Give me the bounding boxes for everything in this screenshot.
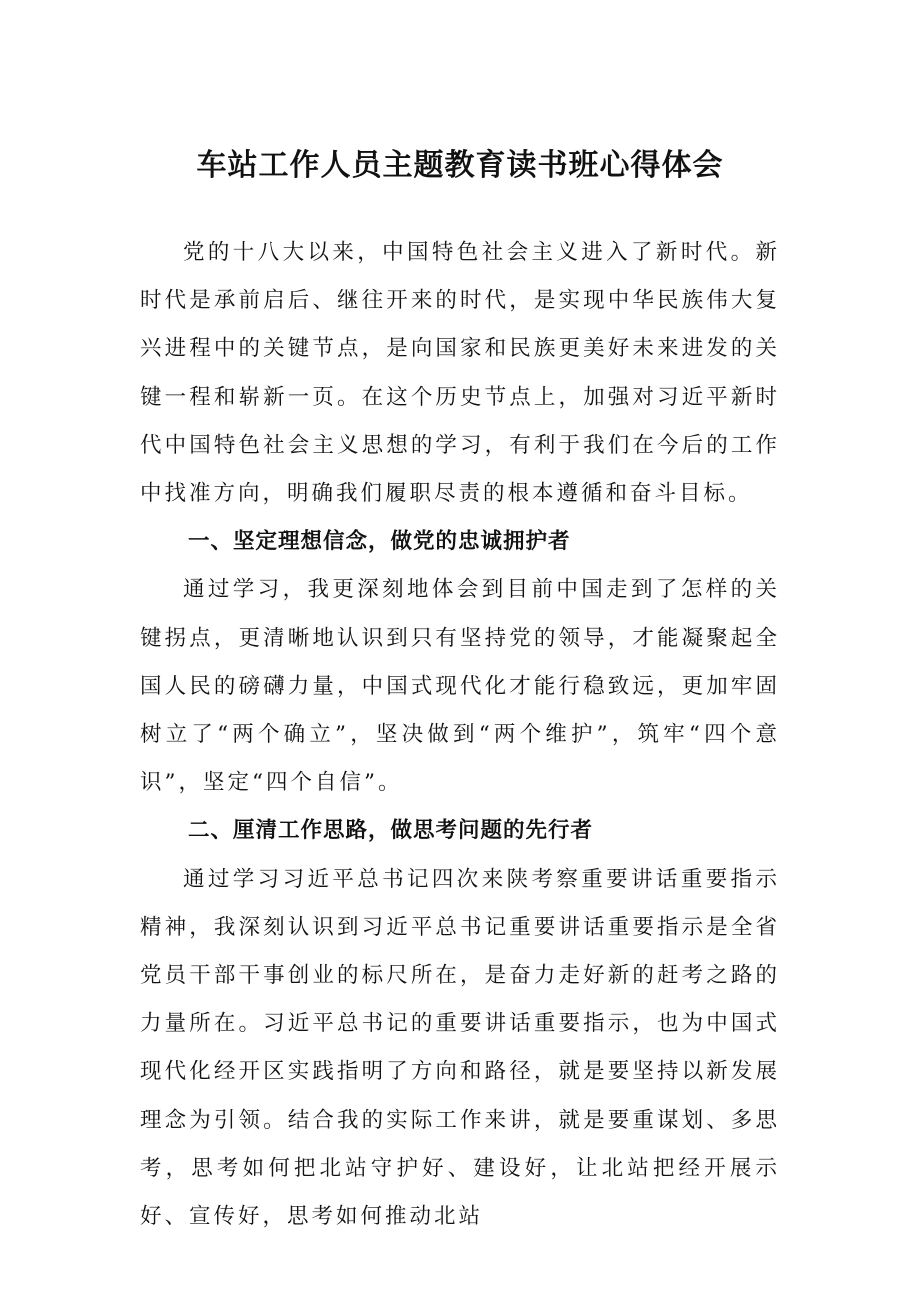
paragraph-intro: 党的十八大以来，中国特色社会主义进入了新时代。新时代是承前启后、继往开来的时代，是实现中华民族伟大复兴进程中的关键节点，是向国家和民族更美好未来进发的关键一程和崭新一页。在这个历史节点上，加强对习近平新时代中国特色社会主义思想的学习，有利于我们在今后的工作中找准方向，明确我们履职尽责的根本遵循和奋斗目标。	[140, 240, 780, 507]
paragraph-section-1: 通过学习，我更深刻地体会到目前中国走到了怎样的关键拐点，更清晰地认识到只有坚持党的领导，才能凝聚起全国人民的磅礴力量，中国式现代化才能行稳致远，更加牢固树立了“两个确立”，坚决做到“两个维护”，筑牢“四个意识”，坚定“四个自信”。	[140, 577, 780, 796]
document-title: 车站工作人员主题教育读书班心得体会	[196, 148, 724, 183]
document-body	[140, 229, 780, 1241]
section-heading-1: 一、坚定理想信念，做党的忠诚拥护者	[188, 529, 571, 555]
section-heading-2: 二、厘清工作思路，做思考问题的先行者	[188, 818, 594, 844]
paragraph-section-2: 通过学习习近平总书记四次来陕考察重要讲话重要指示精神，我深刻认识到习近平总书记重要讲话重要指示是全省党员干部干事创业的标尺所在，是奋力走好新的赶考之路的力量所在。习近平总书记的重要讲话重要指示，也为中国式现代化经开区实践指明了方向和路径，就是要坚持以新发展理念为引领。结合我的实际工作来讲，就是要重谋划、多思考，思考如何把北站守护好、建设好，让北站把经开展示好、宣传好，思考如何推动北站	[140, 866, 780, 1230]
